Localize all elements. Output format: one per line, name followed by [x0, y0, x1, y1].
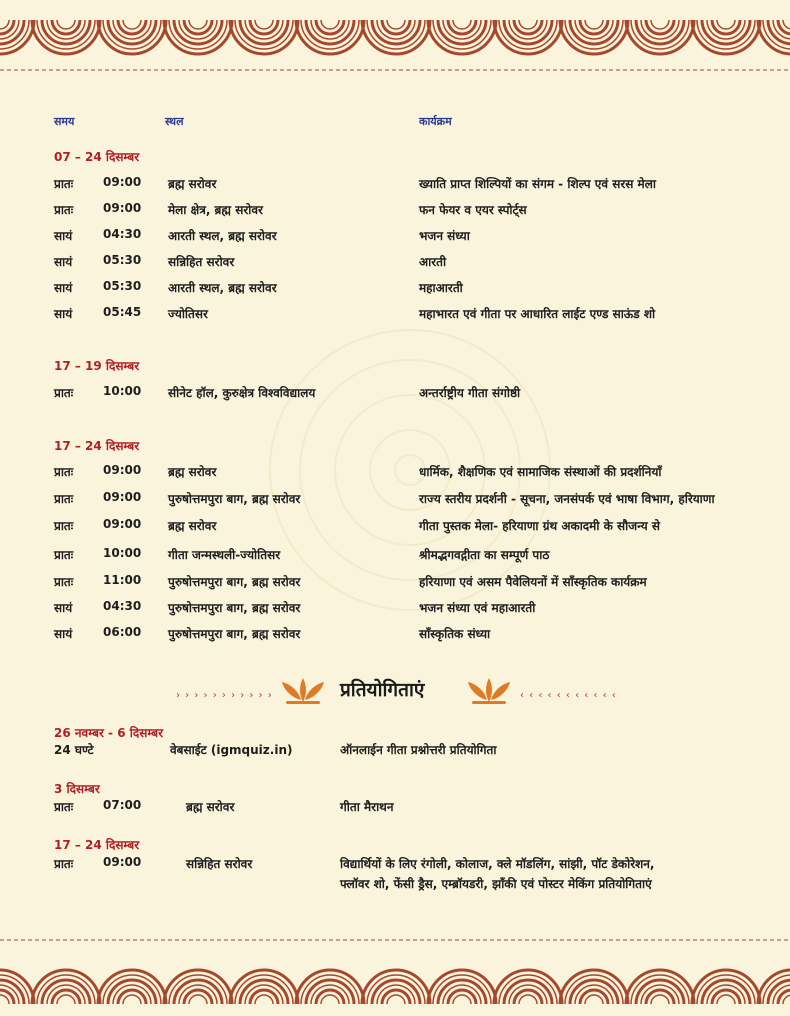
border-arc [646, 20, 674, 34]
time: 09:00 [103, 855, 142, 869]
border-arc [174, 980, 222, 1004]
time-of-day: सायं [54, 229, 73, 243]
border-arc [240, 980, 288, 1004]
border-arc [108, 980, 156, 1004]
border-arc [57, 20, 75, 29]
competition-date-heading: 3 दिसम्बर [54, 782, 100, 796]
border-arc [580, 990, 608, 1004]
border-arc [321, 995, 339, 1004]
venue: सीनेट हॉल, कुरुक्षेत्र विश्वविद्यालय [168, 386, 316, 400]
time-of-day: सायं [54, 307, 73, 321]
border-arc [717, 995, 735, 1004]
border-arc [651, 20, 669, 29]
competition-date-heading: 17 – 24 दिसम्बर [54, 838, 140, 852]
border-arc [123, 995, 141, 1004]
schedule-row [0, 279, 790, 299]
schedule-row [0, 546, 790, 566]
time: 04:30 [103, 227, 142, 241]
schedule-row [0, 517, 790, 537]
program: महाभारत एवं गीता पर आधारित लाईट एण्ड साऊंड शो [419, 307, 656, 321]
time: 05:30 [103, 253, 142, 267]
border-arc [306, 20, 354, 44]
schedule-row [0, 201, 790, 221]
border-arc [250, 20, 278, 34]
border-arc [316, 20, 344, 34]
time-of-day: प्रातः [54, 857, 74, 871]
time-of-day: प्रातः [54, 575, 74, 589]
venue: पुरुषोत्तमपुरा बाग, ब्रह्म सरोवर [168, 601, 301, 615]
schedule-row [0, 599, 790, 619]
time-of-day: प्रातः [54, 203, 74, 217]
border-arc [504, 20, 552, 44]
border-arc [514, 990, 542, 1004]
time: 07:00 [103, 798, 142, 812]
program-continued: फ्लॉवर शो, फेंसी ड्रैस, एम्ब्रॉयडरी, झाँकी एवं पोस्टर मेकिंग प्रतियोगिताएं [340, 877, 652, 891]
border-arc [255, 20, 273, 29]
border-arc [448, 990, 476, 1004]
dotted-ornament: ‹ ‹ ‹ ‹ ‹ ‹ ‹ ‹ ‹ ‹ ‹ [520, 690, 617, 701]
border-arc [184, 20, 212, 34]
border-arc [570, 980, 618, 1004]
border-arc [0, 995, 9, 1004]
border-arc [108, 20, 156, 44]
time-of-day: सायं [54, 627, 73, 641]
venue: सन्निहित सरोवर [168, 255, 235, 269]
competitions-heading-block [0, 672, 790, 712]
border-arc [321, 20, 339, 29]
venue: मेला क्षेत्र, ब्रह्म सरोवर [168, 203, 263, 217]
border-arc [570, 20, 618, 44]
time-of-day: प्रातः [54, 519, 74, 533]
border-arc [453, 995, 471, 1004]
section-date-heading: 17 – 19 दिसम्बर [54, 359, 140, 373]
border-arc [783, 995, 790, 1004]
column-header-time: समय [54, 115, 75, 128]
border-arc [646, 990, 674, 1004]
venue: ज्योतिसर [168, 307, 208, 321]
bottom-decorative-border [0, 926, 790, 1016]
program: आरती [419, 255, 447, 269]
column-header-program: कार्यक्रम [419, 115, 452, 128]
venue: ब्रह्म सरोवर [168, 177, 217, 191]
border-arc [712, 990, 740, 1004]
border-arc [118, 20, 146, 34]
time-of-day: प्रातः [54, 465, 74, 479]
time: 04:30 [103, 599, 142, 613]
border-arc [382, 20, 410, 34]
program: श्रीमद्भगवद्गीता का सम्पूर्ण पाठ [419, 548, 550, 562]
border-arc [57, 995, 75, 1004]
time-of-day: प्रातः [54, 177, 74, 191]
program: अन्तर्राष्ट्रीय गीता संगोष्ठी [419, 386, 521, 400]
border-arc [438, 980, 486, 1004]
border-arc [255, 995, 273, 1004]
border-arc [585, 995, 603, 1004]
program: भजन संध्या एवं महाआरती [419, 601, 536, 615]
left-flourish-icon [276, 674, 330, 706]
time: 09:00 [103, 201, 142, 215]
schedule-row [0, 253, 790, 273]
venue: पुरुषोत्तमपुरा बाग, ब्रह्म सरोवर [168, 492, 301, 506]
border-arc [316, 990, 344, 1004]
section-date-heading: 17 – 24 दिसम्बर [54, 439, 140, 453]
program: राज्य स्तरीय प्रदर्शनी - सूचना, जनसंपर्क एवं भाषा विभाग, हरियाणा [419, 492, 715, 506]
venue: पुरुषोत्तमपुरा बाग, ब्रह्म सरोवर [168, 627, 301, 641]
venue: ब्रह्म सरोवर [186, 800, 235, 814]
schedule-row [0, 463, 790, 483]
schedule-row [0, 175, 790, 195]
schedule-row [0, 384, 790, 404]
border-arc [702, 20, 750, 44]
time: 09:00 [103, 175, 142, 189]
time-of-day: प्रातः [54, 492, 74, 506]
program: हरियाणा एवं असम पैवेलियनों में साँस्कृतिक कार्यक्रम [419, 575, 647, 589]
border-arc [438, 20, 486, 44]
time: 11:00 [103, 573, 142, 587]
border-arc [387, 995, 405, 1004]
program: महाआरती [419, 281, 463, 295]
border-arc [42, 980, 90, 1004]
border-arc [372, 980, 420, 1004]
program: साँस्कृतिक संध्या [419, 627, 491, 641]
border-arc [382, 990, 410, 1004]
venue: ब्रह्म सरोवर [168, 465, 217, 479]
time-of-day: सायं [54, 601, 73, 615]
venue: गीता जन्मस्थली-ज्योतिसर [168, 548, 281, 562]
border-arc [184, 990, 212, 1004]
border-arc [717, 20, 735, 29]
border-arc [702, 980, 750, 1004]
program: फन फेयर व एयर स्पोर्ट्स [419, 203, 527, 217]
time-of-day: प्रातः [54, 386, 74, 400]
border-arc [189, 20, 207, 29]
time: 06:00 [103, 625, 142, 639]
competition-date-heading: 26 नवम्बर - 6 दिसम्बर [54, 726, 163, 740]
border-arc [580, 20, 608, 34]
border-arc [0, 990, 14, 1004]
time: 10:00 [103, 384, 142, 398]
border-arc [514, 20, 542, 34]
section-date-heading: 07 – 24 दिसम्बर [54, 150, 140, 164]
top-decorative-border [0, 0, 790, 90]
time-of-day: सायं [54, 255, 73, 269]
border-arc [306, 980, 354, 1004]
border-arc [52, 990, 80, 1004]
border-arc [123, 20, 141, 29]
time-of-day: प्रातः [54, 548, 74, 562]
border-arc [118, 990, 146, 1004]
venue: वेबसाईट (igmquiz.in) [170, 743, 293, 757]
program: ऑनलाईन गीता प्रश्नोत्तरी प्रतियोगिता [340, 743, 497, 757]
right-flourish-icon [462, 674, 516, 706]
venue: आरती स्थल, ब्रह्म सरोवर [168, 281, 277, 295]
border-arc [448, 20, 476, 34]
program: धार्मिक, शैक्षणिक एवं सामाजिक संस्थाओं की प्रदर्शनियाँ [419, 465, 662, 479]
venue: सन्निहित सरोवर [186, 857, 253, 871]
venue: आरती स्थल, ब्रह्म सरोवर [168, 229, 277, 243]
program: ख्याति प्राप्त शिल्पियों का संगम - शिल्प एवं सरस मेला [419, 177, 656, 191]
duration: 24 घण्टे [54, 743, 94, 757]
border-arc [585, 20, 603, 29]
schedule-row [0, 490, 790, 510]
border-arc [519, 20, 537, 29]
border-arc [504, 980, 552, 1004]
border-arc [250, 990, 278, 1004]
border-arc [636, 980, 684, 1004]
schedule-row [0, 625, 790, 645]
border-arc [387, 20, 405, 29]
time-of-day: प्रातः [54, 800, 74, 814]
time: 09:00 [103, 463, 142, 477]
border-arc [783, 20, 790, 29]
program: भजन संध्या [419, 229, 470, 243]
column-header-place: स्थल [165, 115, 184, 128]
competitions-title: प्रतियोगिताएं [340, 679, 425, 701]
time: 10:00 [103, 546, 142, 560]
border-arc [189, 995, 207, 1004]
border-arc [636, 20, 684, 44]
time: 09:00 [103, 517, 142, 531]
program: विद्यार्थियों के लिए रंगोली, कोलाज, क्ले मॉडलिंग, सांझी, पॉट डेकोरेशन, [340, 857, 655, 871]
time: 09:00 [103, 490, 142, 504]
border-arc [174, 20, 222, 44]
border-arc [372, 20, 420, 44]
border-arc [651, 995, 669, 1004]
border-arc [52, 20, 80, 34]
venue: पुरुषोत्तमपुरा बाग, ब्रह्म सरोवर [168, 575, 301, 589]
border-arc [240, 20, 288, 44]
venue: ब्रह्म सरोवर [168, 519, 217, 533]
time: 05:45 [103, 305, 142, 319]
border-arc [712, 20, 740, 34]
dotted-ornament: › › › › › › › › › › › [176, 690, 273, 701]
time-of-day: सायं [54, 281, 73, 295]
schedule-row [0, 573, 790, 593]
program: गीता मैराथन [340, 800, 394, 814]
border-arc [0, 20, 14, 34]
schedule-row [0, 227, 790, 247]
border-arc [453, 20, 471, 29]
border-arc [42, 20, 90, 44]
border-arc [0, 20, 9, 29]
schedule-row [0, 305, 790, 325]
program: गीता पुस्तक मेला- हरियाणा ग्रंथ अकादमी के सौजन्य से [419, 519, 660, 533]
border-arc [519, 995, 537, 1004]
time: 05:30 [103, 279, 142, 293]
